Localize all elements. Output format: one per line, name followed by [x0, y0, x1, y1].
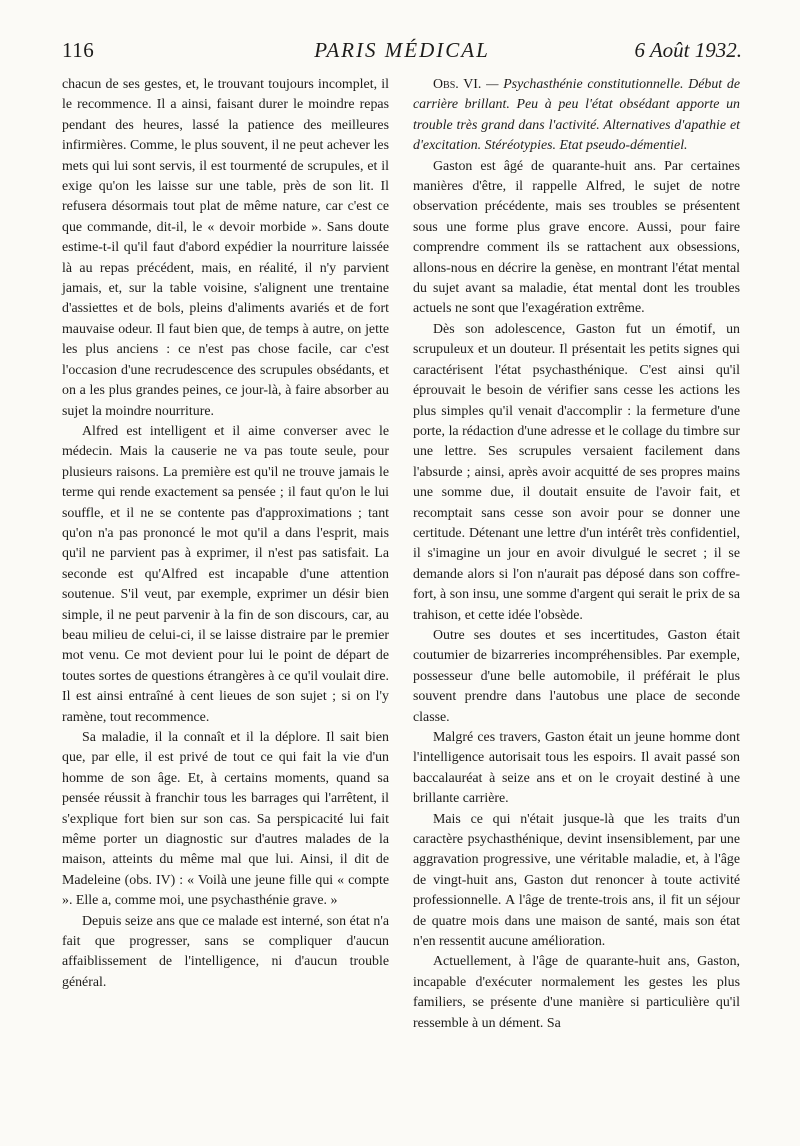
paragraph: chacun de ses gestes, et, le trouvant toujours incomplet, il le recommence. Il a ainsi, faisant durer le moindre repas pendant des heures, lassé la patience des meilleures infirmières. Comme, le plus souvent, il ne peut achever les mets qui lui sont servis, il est tourmenté de scrupules, et il exige qu'on les laisse sur une table, près de son lit. Il refusera désormais tout plat de même nature, car c'est ce que commande, dit-il, le « devoir morbide ». Sans doute estime-t-il qu'il faut d'abord expédier la nourriture laissée là au repas précédent, mais, en réalité, il n'y parvient jamais, et, sur la table voisine, s'alignent une trentaine d'assiettes et de bols, pleins d'aliments avariés et de fort mauvaise odeur. Il faut bien que, de temps à autre, on jette les plus anciens : ce n'est pas chose facile, car c'est l'occasion d'une recrudescence des scrupules obsédants, et on a les plus grandes peines, ce jour-là, à faire absorber au sujet la moindre nourriture.: [62, 77, 389, 419]
paragraph: Depuis seize ans que ce malade est interné, son état n'a fait que progresser, sans se compliquer d'aucun affaiblissement de l'intelligence, ni d'aucun trouble général.: [62, 913, 389, 990]
page-header: [62, 38, 742, 68]
journal-title: PARIS MÉDICAL: [314, 38, 490, 62]
paragraph: Gaston est âgé de quarante-huit ans. Par certaines manières d'être, il rappelle Alfred, le sujet de notre observation précédente, mais ses troubles se présentent sous une forme plus grave encore. Aussi, pour faire comprendre comment ils se rattachent aux obsessions, allons-nous en décrire la genèse, en montrant l'état mental du sujet avant sa maladie, état mental dont les troubles actuels ne sont que l'exagération extrême.: [413, 158, 740, 317]
observation-title: — Psychasthénie constitutionnelle. Début de carrière brillant. Peu à peu l'état obsédant apporte un trouble très grand dans l'activité. Alternatives d'apathie et d'excitation. Stéréotypies. Etat pseudo-démentiel.: [413, 77, 740, 154]
paragraph: Outre ses doutes et ses incertitudes, Gaston était coutumier de bizarreries incompréhensibles. Par exemple, possesseur d'une belle automobile, il préférait le plus souvent prendre dans l'autobus une place de seconde classe.: [413, 627, 740, 725]
paragraph: Malgré ces travers, Gaston était un jeune homme dont l'intelligence autorisait tous les espoirs. Il avait passé son baccalauréat à seize ans et on le croyait destiné à une brillante carrière.: [413, 730, 740, 807]
left-column: [62, 75, 389, 993]
issue-date: 6 Août 1932.: [634, 38, 742, 62]
paragraph: Mais ce qui n'était jusque-là que les traits d'un caractère psychasthénique, devint insensiblement, par une aggravation progressive, une véritable maladie, et, à l'âge de vingt-huit ans, Gaston dut renoncer à toute activité professionnelle. A l'âge de trente-trois ans, il fit un séjour de quatre mois dans une maison de santé, mais son état n'en ressentit aucune amélioration.: [413, 811, 740, 950]
observation-label: Obs. VI.: [433, 77, 482, 92]
page-number: 116: [62, 38, 95, 62]
right-column: [413, 75, 740, 1034]
observation-heading: [413, 75, 740, 157]
paragraph: Alfred est intelligent et il aime converser avec le médecin. Mais la causerie ne va pas toute seule, pour plusieurs raisons. La première est qu'il ne trouve jamais le terme qui rende exactement sa pensée ; il faut qu'on le lui souffle, et il ne se contente pas d'approximations ; tant qu'on n'a pas prononcé le mot qu'il a dans l'esprit, mais qu'il ne parvient pas à exprimer, il n'est pas satisfait. La seconde est qu'Alfred est incapable d'une attention soutenue. S'il veut, par exemple, exprimer un désir bien simple, il ne peut parvenir à la fin de son discours, car, au beau milieu de celui-ci, il se laisse distraire par le premier mot venu. Ce mot devient pour lui le point de départ de toutes sortes de questions étrangères à ce qu'il voulait dire. Il est ainsi entraîné à cent lieues de son sujet ; si on l'y ramène, tout recommence.: [62, 423, 389, 725]
paragraph: Actuellement, à l'âge de quarante-huit ans, Gaston, incapable d'exécuter normalement les gestes les plus familiers, se présente d'une manière si particulière qu'il ressemble à un dément. Sa: [413, 954, 740, 1031]
paragraph: Dès son adolescence, Gaston fut un émotif, un scrupuleux et un douteur. Il présentait les petits signes qui caractérisent l'état psychasthénique. C'est ainsi qu'il éprouvait le besoin de vérifier sans cesse les actions les plus simples qu'il venait d'accomplir : la fermeture d'une porte, la rédaction d'une adresse et le collage du timbre sur une lettre. Ses scrupules versaient facilement dans l'absurde ; ainsi, après avoir acquitté de ses propres mains une somme due, il doutait ensuite de l'avoir fait, et recomptait sans cesse son avoir pour se donner une certitude. Détenant une lettre d'un intérêt très confidentiel, il s'imagine un jour en avoir divulgué le secret ; il se demande alors si l'on n'aurait pas déposé dans son coffre-fort, à son insu, une somme d'argent qui serait le prix de sa trahison, et cette idée l'obsède.: [413, 321, 740, 623]
paragraph: Sa maladie, il la connaît et il la déplore. Il sait bien que, par elle, il est privé de tout ce qui fait la vie d'un homme de son âge. Et, à certains moments, quand sa pensée réussit à franchir tous les barrages qui l'arrêtent, il s'explique fort bien sur son cas. Sa perspicacité lui fait même porter un diagnostic sur d'autres malades de la maison, atteints du même mal que lui. Ainsi, il dit de Madeleine (obs. IV) : « Voilà une jeune fille qui « compte ». Elle a, comme moi, une psychasthénie grave. »: [62, 730, 389, 909]
